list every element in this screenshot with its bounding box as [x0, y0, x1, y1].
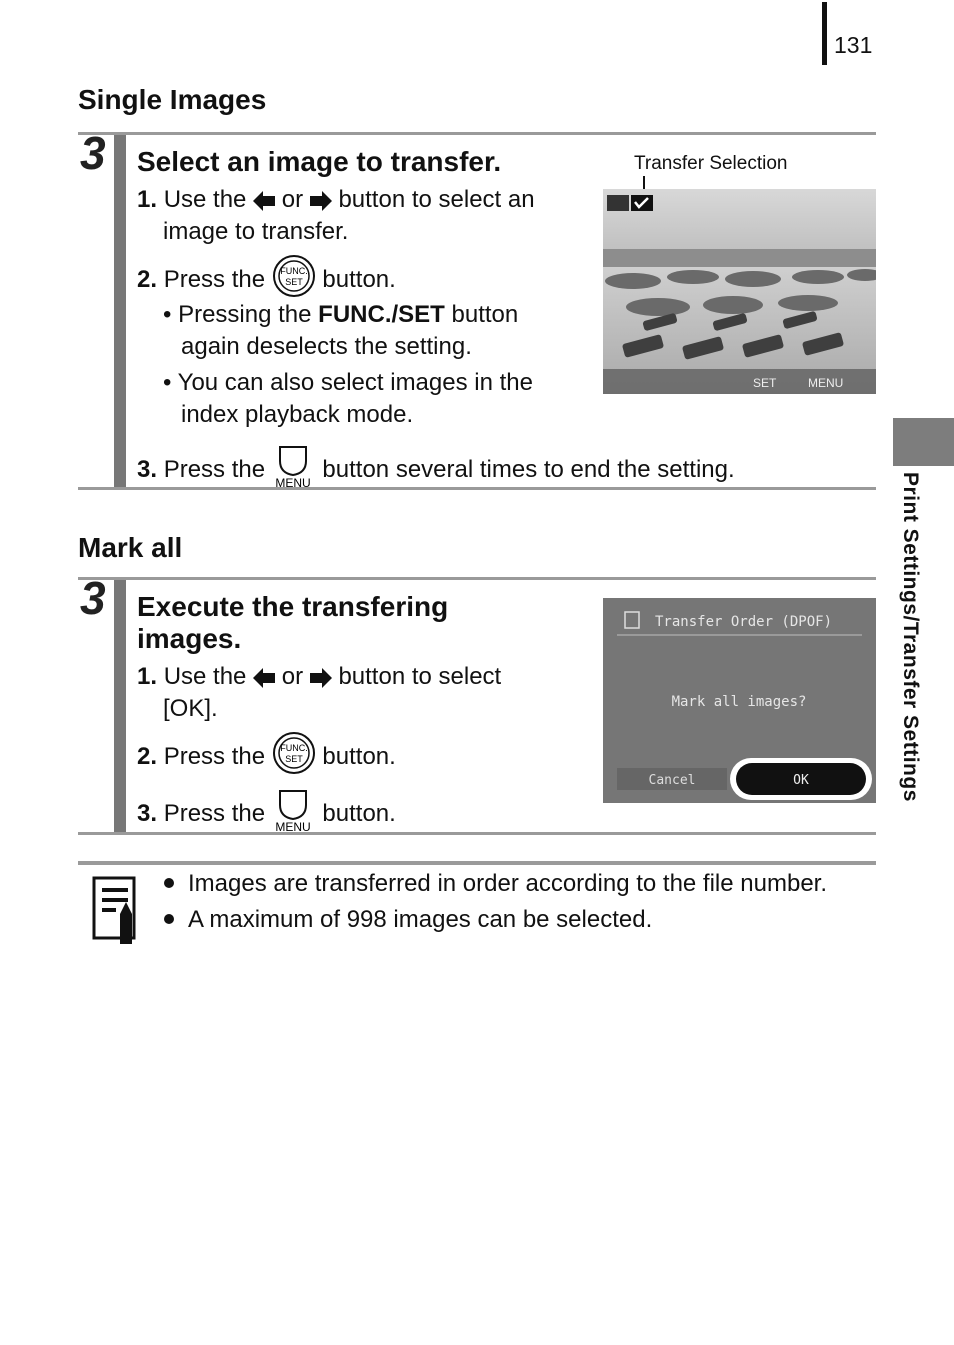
- instruction-2: 2. Press the FUNC. SET button.: [137, 731, 396, 784]
- step-bar: [114, 580, 126, 832]
- step-number: 3: [80, 127, 106, 179]
- section-title-mark-all: Mark all: [78, 532, 183, 563]
- svg-text:OK: OK: [793, 773, 809, 788]
- divider: [78, 132, 876, 135]
- note-divider: [78, 861, 876, 865]
- svg-text:Cancel: Cancel: [648, 773, 696, 788]
- instruction-2: 2. Press the FUNC. SET button.: [137, 254, 396, 307]
- section-title-single: Single Images: [78, 84, 267, 115]
- instruction-1: 1. Use the or button to select: [137, 663, 502, 690]
- note-item: Images are transferred in order according to the file number.: [160, 866, 827, 902]
- svg-text:MENU: MENU: [808, 376, 844, 390]
- menu-button-icon: [272, 787, 316, 842]
- bullet-icon: [164, 878, 174, 888]
- instruction-1-cont: [OK].: [163, 695, 218, 722]
- instruction-1: 1. Use the or button to select an: [137, 186, 535, 213]
- right-arrow-icon: [310, 668, 332, 688]
- memo-note-icon: [92, 876, 138, 951]
- menu-button-icon: [272, 443, 316, 498]
- step-index: 1.: [137, 186, 158, 213]
- svg-text:Mark all images?: Mark all images?: [671, 694, 807, 710]
- bullet-2: • You can also select images in the: [163, 369, 533, 396]
- page-number-rule: [822, 2, 827, 65]
- step-bar: [114, 135, 126, 487]
- bullet-icon: [164, 914, 174, 924]
- svg-text:FUNC.: FUNC.: [280, 266, 308, 276]
- note-item: A maximum of 998 images can be selected.: [160, 902, 652, 938]
- step-heading-line-1: Execute the transfering: [137, 591, 449, 622]
- svg-text:MENU: MENU: [275, 476, 311, 489]
- divider: [78, 577, 876, 580]
- svg-text:SET: SET: [284, 754, 303, 764]
- chapter-tab: [893, 418, 954, 466]
- svg-text:MENU: MENU: [275, 820, 311, 833]
- svg-text:SET: SET: [284, 277, 303, 287]
- instruction-1-cont: image to transfer.: [163, 218, 349, 245]
- left-arrow-icon: [253, 668, 275, 688]
- svg-text:FUNC.: FUNC.: [280, 743, 308, 753]
- svg-text:SET: SET: [753, 376, 777, 390]
- bullet-1: • Pressing the FUNC./SET button: [163, 301, 519, 328]
- func-set-button-icon: [272, 731, 316, 784]
- left-arrow-icon: [253, 191, 275, 211]
- camera-screen-beach-photo: [603, 189, 876, 394]
- instruction-3: 3. Press the MENU button.: [137, 787, 396, 842]
- bullet-2-cont: index playback mode.: [181, 401, 414, 428]
- svg-text:Transfer Order (DPOF): Transfer Order (DPOF): [655, 614, 833, 630]
- camera-screen-mark-all-dialog: [603, 598, 876, 803]
- step-heading-line-2: images.: [137, 623, 242, 654]
- callout-label: Transfer Selection: [634, 153, 788, 174]
- instruction-3: 3. Press the MENU button several times to end the setting.: [137, 443, 735, 498]
- right-arrow-icon: [310, 191, 332, 211]
- step-number: 3: [80, 572, 106, 624]
- chapter-tab-label: Print Settings/Transfer Settings: [899, 472, 922, 802]
- page-number: 131: [834, 32, 873, 58]
- bullet-1-cont: again deselects the setting.: [181, 333, 472, 360]
- step-heading: Select an image to transfer.: [137, 146, 502, 177]
